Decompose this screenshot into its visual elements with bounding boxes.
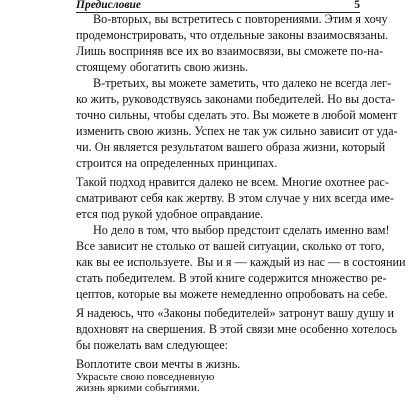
text-line: строится на определенных принципах. (76, 156, 278, 170)
text-line: стоящему обогатить свою жизнь. (76, 60, 249, 74)
text-line: чи. Он является результатом вашего образа жизни, который (76, 140, 386, 154)
text-line: как вы ее используете. (76, 255, 193, 269)
text-line: Во-вторых, вы встретитесь с повторениями. Этим я хочу (93, 12, 388, 26)
text-line: вдохновят на свершения. В этой связи мне особенно хотелось (76, 322, 398, 336)
text-line: изменить свою жизнь. Успех не так уж сильно зависит от уда- (76, 124, 398, 138)
text-line: бы пожелать вам следующее: (76, 338, 229, 352)
text-line: стать победителем. В этой книге содержится множество ре- (76, 271, 387, 285)
wish-line: Украсьте свою повседневную жизнь яркими событиями. (76, 371, 215, 394)
text-line: ется под рукой удобное оправдание. (76, 207, 264, 221)
text-line: Такой подход нравится далеко не всем. Многие охотнее рас- (76, 175, 389, 189)
text-line: Все зависит не столько от вашей ситуации, сколько от того, (76, 239, 385, 253)
page-number: 5 (354, 0, 360, 11)
text-line: сматривают себя как жертву. В этом случае у них всегда име- (76, 191, 394, 205)
text-line: Я надеюсь, что «Законы победителей» затронут вашу душу и (76, 306, 395, 320)
text-line: продемонстрировать, что отдельные законы взаимосвязаны. (76, 28, 389, 42)
text-line: В-третьих, вы можете заметить, что далеко не всегда лег- (93, 76, 392, 90)
text-line: точно сильны, чтобы сделать это. Вы можете в любой момент (76, 108, 398, 122)
chapter-title: Предисловие (76, 0, 142, 11)
text-line: Вы и я — каждый из нас — в состоянии (197, 255, 406, 269)
text-line: ко жить, руководствуясь законами победителей. Но вы доста- (76, 92, 396, 106)
wish-line: Воплотите свои мечты в жизнь. (76, 357, 241, 371)
text-line: цептов, которые вы можете немедленно опробовать на себе. (76, 287, 388, 301)
text-line: Лишь восприняв все их во взаимосвязи, вы сможете по-на- (76, 44, 384, 58)
text-line: Но дело в том, что выбор предстоит сделать именно вам! (93, 223, 390, 237)
